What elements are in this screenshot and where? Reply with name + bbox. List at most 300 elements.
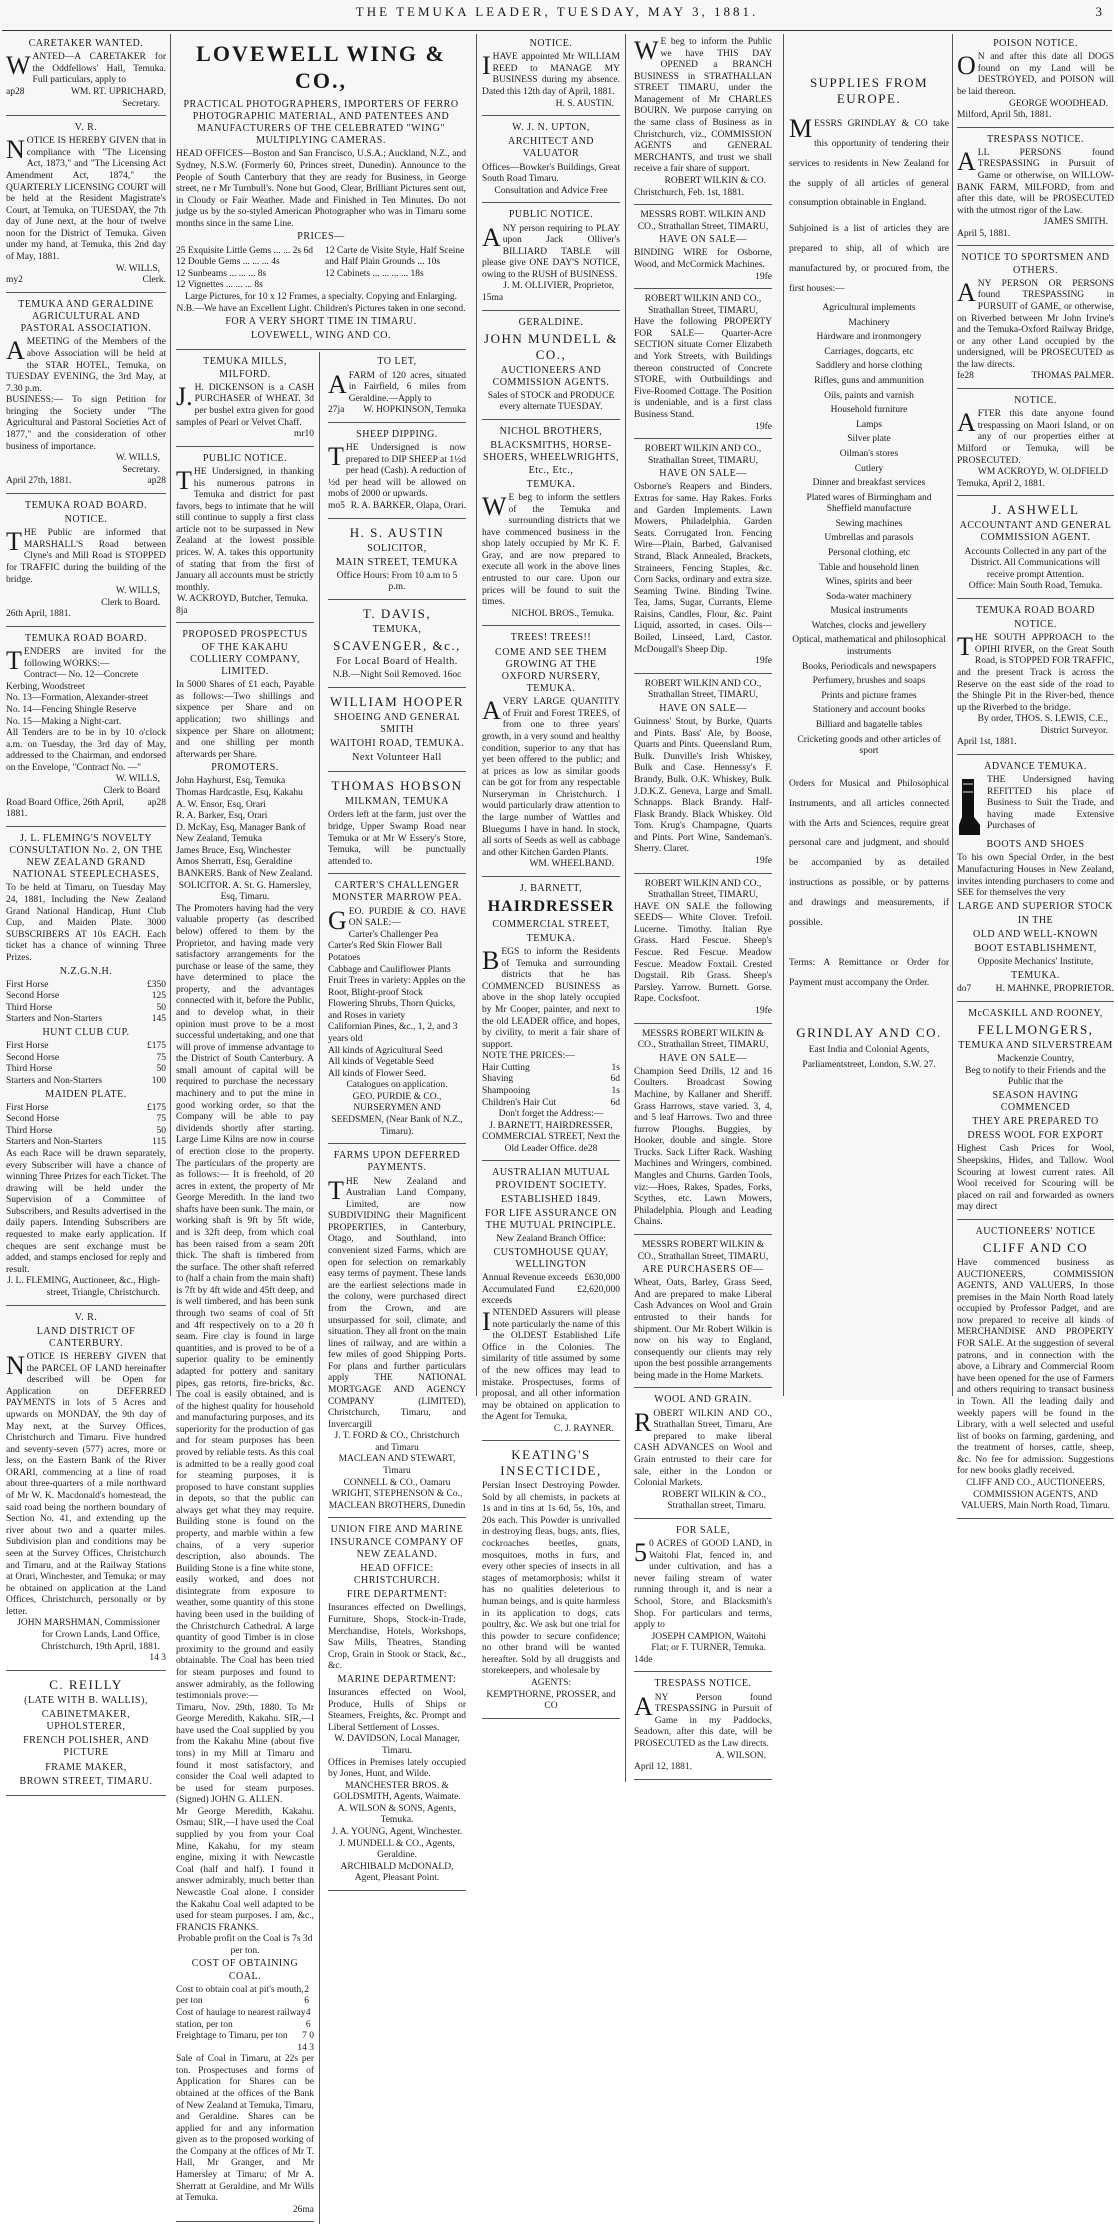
ad-heading: TRESPASS NOTICE. (654, 1678, 752, 1690)
ad-heading: AUCTIONEERS' NOTICE (975, 1225, 1096, 1237)
profit-line: Probable profit on the Coal is 7s 3d per ton. (177, 1934, 313, 1956)
masthead-title: THE TEMUKA LEADER, TUESDAY, MAY 3, 1881. (355, 4, 759, 19)
tender-item: No. 13—Formation, Alexander-street (6, 693, 149, 704)
sale-item: Flowering Shrubs, Thorn Quicks, and Roses in variety (328, 999, 456, 1021)
supplies-heading: SUPPLIES FROM EUROPE. (809, 75, 929, 106)
ad-body: WE beg to inform the Public we have THIS DAY OPENED a BRANCH BUSINESS in STRATHALLAN STREET TIMARU, under the Management of Mr CHARLES BOURN. We purpose carrying on the same class of Business as in Christchurch, viz., COMMISSION AGENTS and GENERAL MERCHANTS, and trust we shall receive a fair share of support. (634, 36, 772, 175)
ad-heading: CARTER'S CHALLENGER MONSTER MARROW PEA. (332, 880, 462, 904)
agent: WRIGHT, STEPHENSON & Co., MACLEAN BROTHERS, Dunedin (328, 1489, 466, 1511)
ad-subheading: HAVE ON SALE— (659, 234, 747, 246)
ad-heading: ADVANCE TEMUKA. (984, 760, 1087, 772)
prize-amount: £175 (147, 1041, 166, 1052)
ad-heading: McCASKILL AND ROONEY, (968, 1007, 1103, 1019)
promoter: John Hayhurst, Esq, Temuka (176, 776, 286, 787)
column-3-left (482, 34, 626, 1782)
ad-heading: NOTICE. (1014, 395, 1057, 407)
ad-location-2: Mackenzie Country, (997, 1054, 1074, 1064)
ad-signature: WM. RT. UPRICHARD, (70, 86, 166, 97)
wool-grain-ad (634, 1390, 772, 1518)
price-value: 1s (611, 1085, 620, 1096)
ad-signature-title: Clerk. (142, 275, 166, 286)
ad-heading: J. L. FLEMING'S NOVELTY CONSULTATION No. 2, ON THE NEW ZEALAND GRAND NATIONAL STEEPLECHASES, (9, 832, 163, 881)
masthead-rule (2, 30, 1112, 31)
ad-body: Have commenced business as AUCTIONEERS, COMMISSION AGENTS, AND VALUERS, In those premises in the Main North Road lately occupied by Professor Padget, and are now prepared to receive all kinds of MERCHANDISE AND PROPERTY FOR SALE. At the suggestion of several patrons, and in connection with the above, a Library and Commercial Room have been opened for the use of Farmers and others requiring to transact business in Town. All the leading daily and weekly papers will be found in the Library, with a well selected and useful list of books on farming, gardening, and the treatment of horses, cattle, sheep, &c. No fee for admission. Suggestions for new books gladly received. (957, 1258, 1114, 1477)
prize-label: First Horse (6, 979, 49, 990)
ad-body-2: As each Race will be drawn separately, every Subscriber will have a chance of winning Three Prizes for each Ticket. The drawing will be held under the Supervision of a Committee of Subscribers, and Results advertised in the daily papers. Intending Subscribers are requested to make early application. If cheques are sent exchange must be added, and stamps enclosed for reply and result. (6, 1149, 166, 1275)
price-row (482, 1098, 620, 1110)
ad-body: HAVE ON SALE the following SEEDS— White Clover. Trefoil. Lucerne. Timothy. Italian Rye Grass. Hard Fescue. Sheep's Fescue. Red Fescue. Meadow Fescue. Meadow Foxtail. Crested Dogstail. Rib Grass. Sheep's Parsley. Yarrow. Burnett. Gorse. Rape. Cocksfoot. (634, 901, 772, 1005)
price-label: Shampooing (482, 1085, 531, 1096)
ad-heading: LAND DISTRICT OF CANTERBURY. (36, 1325, 136, 1349)
article-item: Perfumery, brushes and soaps (812, 676, 926, 687)
ad-line: Next Volunteer Hall (352, 752, 442, 764)
ad-heading: TREES! TREES!! (510, 632, 592, 644)
carter-pea-ad (328, 876, 466, 1144)
ad-subheading: FOR LIFE ASSURANCE ON THE MUTUAL PRINCIPLE. (485, 1208, 617, 1232)
tenders-notice (6, 629, 166, 827)
prize-amount: 50 (156, 1002, 166, 1013)
trespass-notice-ad (634, 1674, 772, 1779)
column-2-left (176, 352, 320, 2224)
boot-icon (957, 777, 981, 837)
ad-signature: NICHOL BROS., Temuka. (511, 608, 614, 619)
ad-heading: C. REILLY (49, 1676, 123, 1692)
prize-row (6, 1053, 166, 1065)
article-item: Saddlery and horse clothing (815, 361, 923, 372)
prize-amount: 125 (151, 991, 166, 1002)
ad-line: FRENCH POLISHER, AND PICTURE (23, 1735, 149, 1759)
revenue-row (482, 1273, 620, 1285)
ad-heading: CARETAKER WANTED. (28, 38, 144, 49)
ad-heading: ROBERT WILKIN AND CO., Strathallan Street, TIMARU, (644, 878, 762, 901)
fire-department: FIRE DEPARTMENT: (346, 1589, 448, 1601)
article-item: Cutlery (854, 463, 884, 474)
ad-date: April 27th, 1881. (6, 476, 72, 487)
ad-line: SHOEING AND GENERAL SMITH (333, 711, 461, 735)
ad-body: 50 ACRES of GOOD LAND, in Waitohi Flat, fenced in, and under cultivation, and has a never failing stream of water running through it, and is near a School, Store, and Blacksmith's Shop. For particulars and terms, apply to (634, 1538, 772, 1631)
ad-heading: LOVEWELL WING & CO., (196, 41, 446, 93)
ad-subheading: (LATE WITH B. WALLIS), (24, 1694, 148, 1706)
ad-body: AFARM of 120 acres, situated in Fairfield, 6 miles from Geraldine.—Apply to (328, 369, 466, 404)
nb-line: N.B.—We have an Excellent Light. Children's Pictures taken in one second. (176, 303, 466, 314)
ad-subheading: COMMERCIAL STREET, (492, 918, 610, 930)
ad-body: Beg to notify to their Friends and the Public that the (965, 1065, 1106, 1088)
ad-ref: 19fe (755, 656, 772, 667)
prize-label: Second Horse (6, 1052, 60, 1063)
trees-ad (482, 628, 620, 877)
prize-amount: 75 (156, 1114, 166, 1125)
ad-line: CABINETMAKER, UPHOLSTERER, (41, 1708, 131, 1732)
ad-heading: POISON NOTICE. (993, 38, 1078, 49)
ad-body: Accounts Collected in any part of the District. All Communications will receive prompt Attention. (964, 546, 1107, 580)
article-item: Machinery (848, 317, 890, 328)
ad-ref: 19fe (755, 421, 772, 432)
article-item: Lamps (856, 419, 882, 430)
testimonial: Mr George Meredith, Kakahu. Osmau; SIR,—I have used the Coal supplied by you from your Coal Mine, Kakahu, for my steam engine, mixing it with Newcastle Coal (half and half). I found it answer admirably, much better than Newcastle Coal alone. I consider the Kakahu Coal well adapted to be used for steam purposes. I am, &c., FRANCIS FRANKS. (176, 1806, 314, 1933)
prize-row (6, 1014, 166, 1026)
ad-signature: R. A. BARKER, Olapa, Orari. (350, 501, 466, 512)
ad-heading: MESSRS ROBERT WILKIN & CO., Strathallan Street, TIMARU, (637, 1028, 769, 1051)
ad-signature-title: Secretary. (122, 464, 160, 475)
upton-architect-ad (482, 118, 620, 203)
articles-list (789, 303, 949, 758)
opposite-line: Opposite Mechanics' Institute, (977, 957, 1094, 968)
ad-ref: 19fe (755, 271, 772, 282)
ad-signature: WM. WHEELBAND. (529, 859, 614, 870)
head-office: HEAD OFFICE: CHRISTCHURCH. (353, 1562, 441, 1587)
solicitor: SOLICITOR. A. St. G. Hamersley, Esq, Timaru. (178, 880, 312, 903)
ad-line: SOLICITOR, (367, 542, 427, 554)
ad-name: CLIFF AND CO (982, 1240, 1089, 1256)
grindlay-intro: MESSRS GRINDLAY & CO take this opportunity of tendering their services to residents in New Zealand for the supply of all articles of general consumption obtainable in England. (789, 113, 949, 209)
temuka-mills-ad (176, 352, 314, 446)
large-stock-line: LARGE AND SUPERIOR STOCK (958, 900, 1113, 912)
ad-town: TEMUKA. (1011, 970, 1060, 981)
ad-heading: T. DAVIS, (362, 606, 432, 622)
ad-heading: PUBLIC NOTICE. (202, 452, 288, 464)
ad-body: Have the following PROPERTY FOR SALE— Quarter-Acre SECTION situate Corner Elizabeth and York Streets, with Buildings thereon constructed of Concrete STORE, with Outbuildings and Five-Roomed Cottage. The Position is undeniable, and is a first class Business Stand. (634, 317, 772, 420)
cost-row (176, 2031, 314, 2043)
ad-subheading: FELLMONGERS, (977, 1021, 1094, 1037)
sportsmen-notice (957, 248, 1114, 389)
price-row (482, 1086, 620, 1098)
article-item: Oils, paints and varnish (824, 390, 914, 401)
ad-body: To be held at Timaru, on Tuesday May 24, 1881, Including the New Zealand Grand National Handicap, Hunt Club Cup, and Maiden Plate. 3000 SUBSCRIBERS AT 10s EACH. Each ticket has a chance of winning Three Prizes. (6, 883, 166, 963)
tender-item: No. 14—Fencing Shingle Reserve (6, 704, 137, 715)
sheep-dipping-ad (328, 425, 466, 519)
article-item: Soda-water machinery (826, 591, 912, 602)
promoter: A. W. Ensor, Esq, Orari (176, 799, 266, 810)
ad-body: ALL PERSONS found TRESPASSING in Pursuit of Game or otherwise, on WILLOW-BANK FARM, MILFORD, from and after this date, will be PROSECUTED with the utmost rigor of the Law. (957, 146, 1114, 216)
ad-signature: W. WILLS, (115, 263, 160, 274)
ad-body: Sales of STOCK and PRODUCE every alternate TUESDAY. (487, 390, 615, 413)
promoter: R. A. Barker, Esq, Orari (176, 811, 268, 822)
article-item: Hardware and ironmongery (816, 332, 922, 343)
cost-row (176, 2043, 314, 2055)
mahnke-boots-ad (957, 757, 1114, 1002)
ashwell-ad (957, 498, 1114, 599)
column-5 (952, 34, 1118, 1512)
ad-body: IHAVE appointed Mr WILLIAM REED to MANAGE MY BUSINESS during my absence. Dated this 12th day of April, 1881. (482, 51, 620, 97)
caretaker-ad (6, 34, 166, 116)
vr-mark: V. R. (74, 122, 98, 134)
article-item: Billiard and bagatelle tables (815, 719, 923, 730)
ad-date: Milford, April 5th, 1881. (957, 110, 1052, 121)
price-item: 12 Double Gems ... ... ... 4s (176, 257, 280, 268)
poison-notice (957, 34, 1114, 128)
ad-heading: W. J. N. UPTON, (512, 122, 590, 134)
article-item: Agricultural implements (822, 303, 916, 314)
ad-subheading: NOTICE. (1014, 619, 1057, 631)
bankers: BANKERS. Bank of New Zealand. (177, 869, 313, 880)
ad-subheading: PRACTICAL PHOTOGRAPHERS, IMPORTERS OF FERRO PHOTOGRAPHIC MATERIAL, AND PATENTEES AND MANUFACTURERS OF THE CELEBRATED "WING" MULTIPLYING CAMERAS. (183, 98, 459, 147)
ad-heading: FOR SALE, (676, 1524, 730, 1536)
public-notice-ad (176, 449, 314, 624)
column-2 (170, 34, 471, 2215)
agent: MACLEAN AND STEWART, Timaru (338, 1454, 456, 1477)
prize-amount: 50 (156, 1125, 166, 1136)
article-item: Stationery and account books (812, 705, 926, 716)
office-hours: Office Hours: From 10 a.m to 5 p.m. (336, 570, 458, 593)
opihi-road-notice (957, 601, 1114, 755)
ad-date: April 1st, 1881. (957, 737, 1017, 748)
ad-body: INTENDED Assurers will please note particularly the name of this the OLDEST Established Life Office in the Colonies. The similarity of title assumed by some of the new offices may lead to mistake. Prospectuses, forms of proposal, and all other information may be obtained on application to the Agent for Temuka, (482, 1307, 620, 1423)
prize-row (6, 1114, 166, 1126)
ad-body: NOTICE IS HEREBY GIVEN that in compliance with "The Licensing Act, 1873," and "The Licensing Act Amendment Act, 1874," the QUARTERLY LICENSING COURT will be held at the Resident Magistrate's Court, at Temuka, on TUESDAY, the 7th day of June next, at the hour of twelve noon for the District of Temuka. Given under my hand, at Temuka, this 2nd day of May, 1881. (6, 135, 166, 263)
ad-body: In 5000 Shares of £1 each, Payable as follows:—Two shillings and sixpence per Share and on application; two shillings and sixpence per Share on allotment; and one shilling per month afterwards per Share. (176, 680, 314, 760)
ad-heading: H. S. AUSTIN (349, 524, 445, 540)
article-item: Wines, spirits and beer (825, 577, 913, 588)
licensing-notice (6, 118, 166, 293)
prize-label: Second Horse (6, 1114, 60, 1125)
price-label: Children's Hair Cut (482, 1097, 557, 1108)
price-row (482, 1063, 620, 1075)
revenue-value: £2,620,000 (577, 1284, 620, 1295)
cliff-auctioneers-ad (957, 1222, 1114, 1519)
price-item: 25 Exquisite Little Gems ... ... 2s 6d (176, 245, 313, 256)
ad-heading: THOMAS HOBSON (331, 778, 463, 794)
article-item: Silver plate (847, 434, 891, 445)
austin-solicitor-ad (328, 521, 466, 600)
ad-heading: ROBERT WILKIN AND CO., Strathallan Street, TIMARU, (644, 444, 762, 466)
ad-ref: mo5 (328, 501, 345, 512)
ad-signature: C. J. RAYNER. (553, 1423, 614, 1434)
ad-body: ANY PERSON OR PERSONS found TRESPASSING in PURSUIT of GAME, or otherwise, on Riverbed between Mr John Irvine's and the Temuka-Oxford Railway Bridge, or any other Land occupied by the undersigned, will be PROSECUTED as the law directs. (957, 277, 1114, 370)
ad-signature: By order, THOS. S. LEWIS, C.E., District Surveyor. (977, 714, 1108, 736)
grindlay-subjoined: Subjoined is a list of articles they are prepared to ship, all of which are manufactured by, or procured from, the first houses:— (789, 224, 949, 295)
mccaskill-fellmongers-ad (957, 1004, 1114, 1220)
ad-ref: 26ma (292, 2204, 314, 2215)
ad-body: Persian Insect Destroying Powder. Sold by all chemists, in packets at 1s and in tins at 1s 6d, 5s, 10s, and 20s each. This Powder is unrivalled in destroying fleas, bugs, ants, flies, cockroaches beetles, gnats, mosquitoes, moths in furs, and every other species of insects in all stages of metamorphosis; whilst it has no qualities deleterious to human beings, and is quite harmless in its application to dogs, cats poultry, &c. We ask but one trial for this powder to secure confidence; no other brand will be wanted hereafter. Sold by all druggists and storekeepers, and wholesale by (482, 1481, 620, 1677)
cost-label: Freightage to Timaru, per ton (176, 2031, 288, 2042)
trespass-notice-willowbank (957, 130, 1114, 247)
land-district-notice (6, 1308, 166, 1671)
cost-value: 14 3 (297, 2042, 314, 2053)
address-heading: Don't forget the Address:— (498, 1109, 604, 1120)
price-item: 12 Cabinets ... ... ... ... 18s (325, 268, 424, 279)
sale-terms: Sale of Coal in Timaru, at 22s per ton. Prospectuses and forms of Application for Shares can be obtained at the offices of the Bank of New Zealand at Temuka, Timaru, and Geraldine. Shares can be applied for and any information given as to the proposed working of the Company at the offices of Mr T. Hall, Mr Granger, and Mr Hamersley at Timaru; of Mr A. Sherratt at Geraldine, and Mr Wills at Temuka. (176, 2054, 314, 2204)
deferred-farms-ad (328, 1146, 466, 1518)
ad-ref: 27ja (328, 405, 345, 416)
ad-body: ROBERT WILKIN AND CO., Strathallan Street, Timaru, Are prepared to make liberal CASH ADVANCES on Wool and Grain entrusted to their care for sale, either in the London or Colonial Markets. (634, 1407, 772, 1489)
terms-paragraph: Terms: A Remittance or Order for Payment must accompany the Order. (789, 958, 949, 989)
sale-item: Fruit Trees in variety: Apples on the Root, Blight-proof Stock (328, 976, 466, 998)
billiard-notice-ad (482, 205, 620, 310)
catalogues-line: Catalogues on application. (346, 1080, 448, 1091)
article-item: Optical, mathematical and philosophical instruments (792, 635, 946, 658)
ad-body: ANY person requiring to PLAY upon Jack Olliver's BILLIARD TABLE will please give ONE DAY'S NOTICE, owing to the RUSH of BUSINESS. (482, 222, 620, 280)
prize-label: Third Horse (6, 1125, 53, 1136)
column-2-right (328, 352, 466, 2224)
barnett-hairdresser-ad (482, 879, 620, 1161)
prize-label: Second Horse (6, 991, 60, 1002)
ad-subheading: HAVE ON SALE— (659, 1052, 747, 1064)
ad-signature-title: Clerk to Board (103, 785, 160, 796)
ad-body: Osborne's Reapers and Binders. Extras for same. Hay Rakes. Forks and Garden Implements. Lawn Mowers, Philadelphia. Garden Seats. Corrugated Iron. Fencing Wire—Plain, Barbed, Galvanised Strand, Black Annealed, Brackets, Straineers, Fencing Staples, &c. Corn Sacks, ordinary and extra size. Seaming Twine. Binding Twine. Tea, Jams, Sugar, Currants, Eleme Raisins, Candles, Flour, &c. Paint Liquid, assorted, in cases. Oils—Boiled, Linseed, Lard, Castor. McDougall's Sheep Dip. (634, 482, 772, 655)
ad-ref: ap28 (147, 476, 166, 487)
hooper-smith-ad (328, 690, 466, 773)
agents-heading: AGENTS: (530, 1677, 572, 1688)
boots-line: BOOTS AND SHOES (986, 839, 1085, 851)
ad-body: Guinness' Stout, by Burke, Quarts and Pints. Bass' Ale, by Boose, Quarts and Pints. Queensland Rum, Bulk. Dunville's Irish Whiskey, Bulk and Case. Hennessy's F. Brandy, Bulk. O.K. Whiskey, Bulk. J.D.K.Z. Geneva, Large and Small. Schnapps. Black Brandy. Half-Flask Brandy. Black Whiskey. Old Tom. Krug's Champagne, Quarts and Pints. Port Wine, Sandeman's. Sherry. Claret. (634, 717, 772, 855)
prize-label: Starters and Non-Starters (6, 1014, 103, 1025)
column-1 (2, 34, 170, 1787)
ad-line: FRAME MAKER, (45, 1761, 127, 1773)
prize-amount: 75 (156, 1052, 166, 1063)
ad-heading: KEATING'S INSECTICIDE, (500, 1447, 602, 1479)
prize-row (6, 1003, 166, 1015)
consultation-line: Consultation and Advice Free (494, 185, 608, 196)
maori-island-notice (957, 391, 1114, 496)
ad-signature: GEO. PURDIE & CO., NURSERYMEN AND SEEDSMEN, (Near Bank of N.Z., Timaru). (331, 1091, 463, 1137)
ad-subheading: ARE PURCHASERS OF— (642, 1264, 764, 1276)
price-item: 12 Vignettes ... ... ... 8s (176, 280, 263, 291)
ad-heading: SHEEP DIPPING. (356, 428, 438, 440)
ad-signature-title: East India and Colonial Agents, (808, 1044, 930, 1055)
prize-row (6, 991, 166, 1003)
ad-heading: TEMUKA ROAD BOARD. (24, 632, 148, 644)
mundell-ad (482, 313, 620, 420)
vr-mark: V. R. (74, 1311, 98, 1323)
davis-scavenger-ad (328, 602, 466, 688)
ad-signature: WM ACKROYD, W. OLDFIELD (977, 467, 1108, 478)
ad-heading: TRESPASS NOTICE. (986, 133, 1085, 145)
prize-row (6, 980, 166, 992)
ad-body: GEO. PURDIE & CO. HAVE ON SALE:— (328, 905, 466, 935)
promoter: James Bruce, Esq, Winchester (176, 845, 291, 856)
promoter: Thomas Hardcastle, Esq, Kakahu (176, 788, 303, 799)
ad-town: TEMUKA. (526, 478, 576, 490)
ad-heading: ROBERT WILKIN AND CO., Strathallan Street, TIMARU, (644, 678, 762, 701)
ad-heading: WILLIAM HOOPER (329, 693, 464, 709)
ad-date: April 12, 1881. (634, 1762, 693, 1773)
ad-line: SCAVENGER, &c., (333, 638, 461, 654)
reilly-ad (6, 1673, 166, 1796)
ad-signature: A. WILSON. (715, 1750, 766, 1761)
article-item: Musical instruments (830, 606, 908, 617)
cost-row (176, 2008, 314, 2031)
wilkin-seeds-ad (634, 876, 772, 1024)
ad-subheading: AUCTIONEERS AND COMMISSION AGENTS. (492, 364, 610, 388)
ad-body: WANTED—A CARETAKER for the Oddfellows' Hall, Temuka. Full particulars, apply to (6, 51, 166, 86)
article-item: Dinner and breakfast services (812, 478, 926, 489)
cost-value: 2 6 (304, 1984, 310, 2007)
ad-body: WE beg to inform the settlers of the Temuka and surrounding districts that we have commenced business in the shop lately occupied by Mr K. F. Gray, and are now prepared to execute all work in the above lines entrusted to our care. Upon our prices will be found to suit the times. (482, 491, 620, 608)
ad-body: BEGS to inform the Residents of Temuka and surrounding districts that he has COMMENCED BUSINESS as above in the shop lately occupied by Mr Cooper, painter, and next to the old LEADER office, and hopes, by civility, to merit a fair share of support. (482, 946, 620, 1050)
promoter: Amos Sherratt, Esq, Geraldine (176, 857, 293, 868)
ad-body: THE Undersigned having REFITTED his place of Business to Suit the Trade, and having made Extensive Purchases of (987, 775, 1114, 832)
union-insurance-ad (328, 1520, 466, 1891)
ad-heading: MESSRS ROBT. WILKIN AND CO., Strathallan Street, TIMARU, (637, 210, 769, 232)
ad-heading: TO LET, (377, 356, 417, 368)
large-pictures-line: Large Pictures, for 10 x 12 Frames, a specialty. Copying and Enlarging. (184, 291, 458, 302)
testimonial: Timaru, Nov. 29th, 1880. To Mr George Meredith, Kakahu. SIR,—I have used the Coal supplied by you from the Kakahu Mine (about five tons) in my Mill at Timaru and found it most satisfactory, and consider the Coal well adapted to be used for steam purposes. (Signed) JOHN G. ALLEN. (176, 1702, 314, 1806)
race-name: MAIDEN PLATE. (45, 1088, 127, 1100)
ad-signature: ROBERT WILKIN & CO. (664, 175, 766, 186)
ad-body: Wheat, Oats, Barley, Grass Seed, And are prepared to make Liberal Cash Advances on Wool and Grain entrusted to their hands for shipment. Our Mr Robert Wilkin is now on his way to England, consequently our clients may rely upon the best possible arrangements being made in the Home Markets. (634, 1278, 772, 1381)
ad-signature: W. HOPKINSON, Temuka (363, 405, 466, 416)
prize-row (6, 1137, 166, 1149)
ad-body: Champion Seed Drills, 12 and 16 Coulters. Broadcast Sowing Machine, by Kallaner and Sheriff. Grass Harrows, stave varied. 3, 4, and 5 leaf Harrows. Two and three furrow Ploughs. Buggies, by Hooker, double and single. Store Trucks. Sack Lifter Rack. Washing Machines and Wringers, combined. Mangles and Churns. Garden Tools, viz:—Hoes, Rakes, Spades, Forks, Scythes, etc. Lawn Mowers, Philadelphia. Plough and Leading Chains. (634, 1066, 772, 1228)
wilkin-branch-ad (634, 34, 772, 205)
article-item: Personal clothing, etc (827, 547, 911, 558)
ad-heading: NOTICE. (529, 38, 573, 49)
article-item: Umbrellas and parasols (824, 533, 914, 544)
kakahu-colliery-ad (176, 625, 314, 2222)
ad-signature: KEMPTHORNE, PROSSER, and CO (486, 1689, 616, 1712)
ad-signature: J. L. FLEMING, Auctioneer, &c., High-street, Triangle, Christchurch. (7, 1276, 160, 1298)
ad-heading: WOOL AND GRAIN. (654, 1394, 752, 1406)
price-value: 1s (611, 1062, 620, 1073)
ad-ref: do7 (957, 984, 972, 995)
prize-amount: 50 (156, 1064, 166, 1075)
prize-label: First Horse (6, 1041, 49, 1052)
ad-body: Offices—Bowker's Buildings, Great South Road Timaru. (482, 162, 620, 185)
ad-signature: JOHN MARSHMAN, Commissioner for Crown Lands, Land Office, Christchurch, 19th April, 1881. (17, 1618, 160, 1652)
ad-body: THE Undersigned, in thanking his numerous patrons in Temuka and district for past favors, begs to intimate that he will still continue to supply a first class article not to be surpassed in New Zealand at the lowest possible prices. W. A. takes this opportunity of stating that from the first of January all accounts must be strictly monthly. (176, 465, 314, 593)
establishment-line: BOOT ESTABLISHMENT, (974, 943, 1097, 955)
promoters-heading: PROMOTERS. (211, 762, 279, 774)
ad-line: BROWN STREET, TIMARU. (19, 1775, 153, 1787)
ad-ref: 14 3 (149, 1653, 166, 1664)
agricultural-association-ad (6, 295, 166, 494)
season-line: SEASON HAVING COMMENCED (992, 1089, 1079, 1113)
cost-row (176, 1985, 314, 2008)
ad-subheading: ACCOUNTANT AND GENERAL COMMISSION AGENT. (959, 520, 1112, 544)
ad-signature: H. MAHNKE, PROPRIETOR. (995, 984, 1114, 995)
ad-town: TEMUKA. (526, 932, 576, 944)
ad-ref: my2 (6, 275, 23, 286)
ad-body-2: Highest Cash Prices for Wool, Sheepskins, Hides, and Tallow. Wool Scouring at lowest current rates. All Wool received for Scouring will be placed on rail and forwarded as owners may direct (957, 1144, 1114, 1213)
prize-row (6, 1076, 166, 1088)
price-label: Hair Cutting (482, 1062, 530, 1073)
ad-body: ANY Person found TRESPASSING in Pursuit of Game in my Paddocks, Seadown, after this date, will be PROSECUTED as the Law directs. (634, 1691, 772, 1749)
prepared-line: THEY ARE PREPARED TO (972, 1116, 1099, 1128)
cost-heading: COST OF OBTAINING COAL. (191, 1958, 299, 1982)
ad-heading: J. ASHWELL (991, 502, 1080, 518)
price-label: Shaving (482, 1074, 514, 1085)
prize-amount: £175 (147, 1102, 166, 1113)
notice-ad (482, 34, 620, 116)
wilkin-binding-wire-ad (634, 207, 772, 289)
ad-line: MAIN STREET, TEMUKA (335, 556, 459, 568)
nb-line: N.B.—Night Soil Removed. 16oc (332, 670, 462, 681)
column-3-right (634, 34, 772, 1782)
race-name: N.Z.G.N.H. (59, 965, 113, 977)
ad-signature: W. WILLS, (115, 586, 160, 597)
wilkin-liquor-ad (634, 676, 772, 874)
ad-heading: JOHN MUNDELL & CO., (484, 330, 618, 362)
marine-body: Insurances effected on Wool, Produce, Hulls of Ships or Steamers, Freights, &c. Prompt and Liberal Settlement of Losses. (328, 1688, 466, 1733)
ad-body: TENDERS are invited for the following WORKS:— (6, 646, 166, 676)
sale-item: Carter's Red Skin Flower Ball Potatoes (328, 941, 443, 963)
prices-heading: PRICES— (297, 231, 345, 243)
ad-signature: ROBERT WILKIN & CO., Strathallan street, Timaru. (662, 1489, 766, 1512)
ad-date: Christchurch, Feb. 1st, 1881. (634, 187, 745, 198)
tender-item: No. 15—Making a Night-cart. (6, 716, 122, 727)
ad-heading: ROBERT WILKIN AND CO., Strathallan Street, TIMARU, (644, 294, 762, 316)
ad-body: BINDING WIRE for Osborne, Wood, and McCormick Machines. (634, 248, 772, 271)
ad-ref: ap28 (147, 797, 166, 808)
ad-signature: JAMES SMITH. (1043, 217, 1108, 228)
article-item: Carriages, dogcarts, etc (824, 346, 914, 357)
prize-amount: 115 (152, 1137, 166, 1148)
prize-row (6, 1126, 166, 1138)
ad-heading: NICHOL BROTHERS, (499, 426, 603, 438)
lovewell-wing-ad (176, 34, 466, 350)
agent: MANCHESTER BROS. & GOLDSMITH, Agents, Waimate. (333, 1780, 461, 1803)
article-item: Books, Periodicals and newspapers (801, 661, 937, 672)
